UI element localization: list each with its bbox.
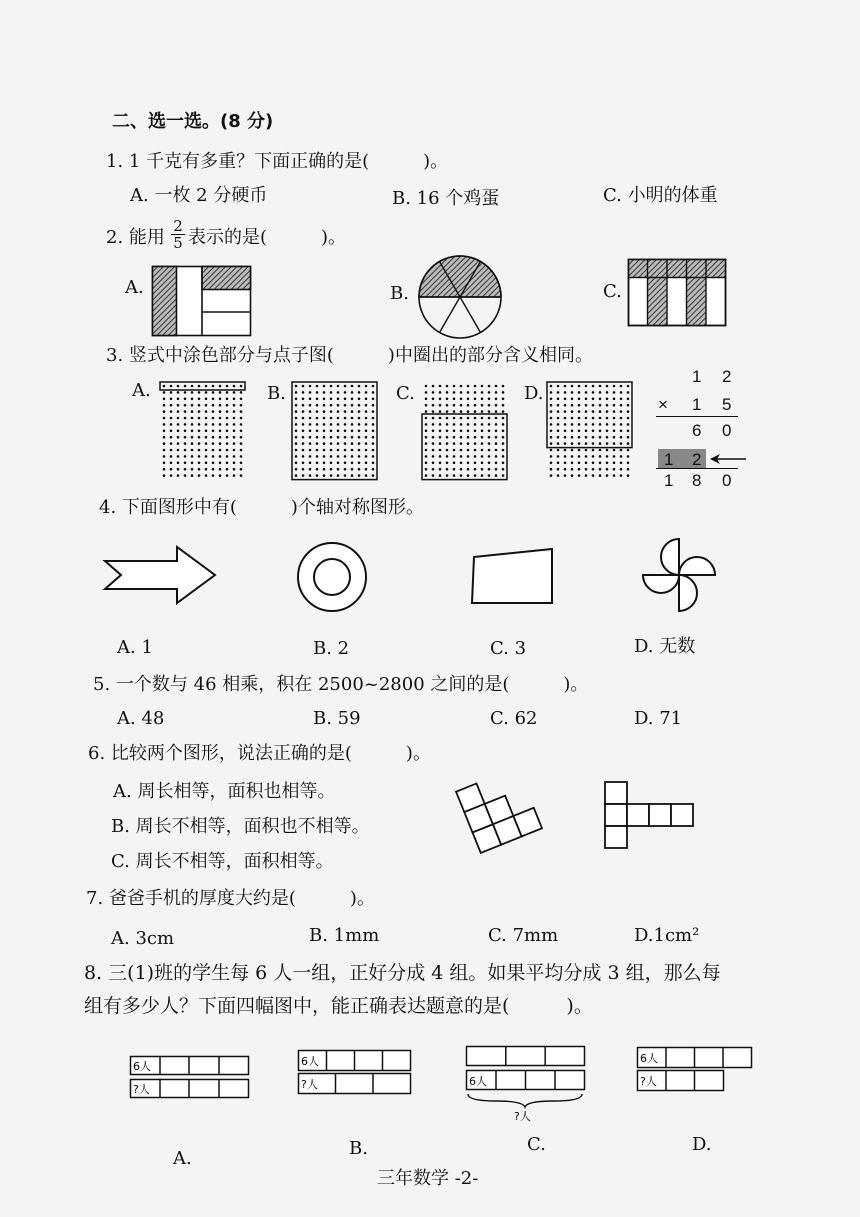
page-footer: 三年数学 -2- [377, 1168, 479, 1189]
q8-stem-line1: 8. 三(1)班的学生每 6 人一组，正好分成 4 组。如果平均分成 3 组，那么每 [84, 962, 721, 984]
q3-dot-grid-b [290, 376, 380, 480]
q5-stem: 5. 一个数与 46 相乘，积在 2500~2800 之间的是( )。 [93, 674, 589, 695]
q4-option-d[interactable]: D. 无数 [634, 636, 696, 657]
q1-option-b[interactable]: B. 16 个鸡蛋 [392, 188, 500, 209]
q8-diagram-a [130, 1056, 250, 1100]
q4-option-b[interactable]: B. 2 [313, 638, 350, 659]
mult-r3-d2: 0 [722, 421, 732, 440]
section-title: 二、选一选。(8 分) [112, 111, 274, 132]
q2-rect-figure-a [152, 266, 252, 338]
q8c-label-6: 6人 [469, 1075, 487, 1088]
mult-r1-d2: 2 [722, 367, 732, 386]
q8-option-a[interactable]: A. [173, 1148, 192, 1169]
q5-option-c[interactable]: C. 62 [490, 708, 538, 729]
q8-option-d[interactable]: D. [692, 1134, 712, 1155]
q8a-label-q: ?人 [133, 1083, 150, 1096]
mult-line-2 [656, 468, 738, 469]
q2-fraction-numerator: 2 [173, 217, 183, 235]
q4-stem: 4. 下面图形中有( )个轴对称图形。 [99, 497, 424, 518]
q3-vertical-multiplication [650, 364, 745, 489]
q8-stem-line2: 组有多少人？下面四幅图中，能正确表达题意的是( )。 [84, 995, 593, 1017]
q6-option-a[interactable]: A. 周长相等，面积也相等。 [113, 781, 336, 802]
q2-option-c[interactable]: C. [603, 281, 622, 302]
q1-option-c[interactable]: C. 小明的体重 [603, 185, 718, 206]
q2-fraction-denominator: 5 [171, 234, 185, 251]
q8-diagram-b [298, 1050, 414, 1096]
q3-dot-grid-c [420, 376, 510, 480]
q3-option-b[interactable]: B. [267, 383, 286, 404]
q2-fraction [171, 218, 185, 251]
q7-option-d[interactable]: D.1cm² [634, 925, 700, 946]
q7-option-c[interactable]: C. 7mm [488, 925, 559, 946]
q4-option-a[interactable]: A. 1 [117, 637, 153, 658]
mult-r5-d1: 1 [664, 471, 674, 490]
q8a-label-6: 6人 [133, 1060, 151, 1073]
q8-option-c[interactable]: C. [527, 1134, 546, 1155]
q7-stem: 7. 爸爸手机的厚度大约是( )。 [86, 888, 375, 909]
q3-dot-grid-d [545, 376, 635, 480]
q8-diagram-d [637, 1047, 755, 1093]
q7-option-a[interactable]: A. 3cm [111, 928, 175, 949]
q8-option-b[interactable]: B. [349, 1138, 368, 1159]
q8d-label-q: ?人 [640, 1075, 657, 1088]
q2-stem-pre: 2. 能用 [106, 227, 165, 248]
trapezoid-shape-figure [470, 547, 555, 605]
q3-option-c[interactable]: C. [396, 383, 415, 404]
q2-option-a[interactable]: A. [125, 277, 144, 298]
mult-r5-d2: 8 [692, 471, 702, 490]
arrow-left-icon [708, 452, 748, 466]
mult-line-1 [656, 416, 738, 417]
q5-option-d[interactable]: D. 71 [634, 708, 683, 729]
q6-stem: 6. 比较两个图形，说法正确的是( )。 [88, 743, 431, 764]
q5-option-b[interactable]: B. 59 [313, 708, 361, 729]
mult-r4-d1: 1 [664, 450, 674, 469]
q2-circle-figure-b [417, 254, 503, 340]
q3-option-d[interactable]: D. [524, 383, 544, 404]
q4-option-c[interactable]: C. 3 [490, 638, 527, 659]
q2-option-b[interactable]: B. [390, 283, 409, 304]
ring-shape-figure [296, 541, 368, 613]
mult-r4-d2: 2 [692, 450, 702, 469]
mult-r2-d2: 5 [722, 395, 732, 414]
q8-diagram-c [466, 1046, 588, 1122]
q8b-label-6: 6人 [301, 1055, 319, 1068]
mult-times-sign: × [658, 395, 668, 414]
mult-r2-d1: 1 [692, 395, 702, 414]
q5-option-a[interactable]: A. 48 [117, 708, 165, 729]
q1-option-a[interactable]: A. 一枚 2 分硬币 [130, 185, 268, 206]
q7-option-b[interactable]: B. 1mm [309, 925, 380, 946]
q3-stem: 3. 竖式中涂色部分与点子图( )中圈出的部分含义相同。 [106, 345, 593, 366]
q3-dot-grid-a [158, 376, 253, 480]
q2-bar-figure-c [628, 259, 728, 327]
q6-option-b[interactable]: B. 周长不相等，面积也不相等。 [111, 816, 370, 837]
arrow-shape-figure [103, 545, 218, 605]
q6-t-shape [603, 780, 698, 852]
q8d-label-6: 6人 [640, 1052, 658, 1065]
mult-r5-d3: 0 [722, 471, 732, 490]
q8c-label-q: ?人 [514, 1110, 531, 1123]
mult-r1-d1: 1 [692, 367, 702, 386]
q2-stem-post: 表示的是( )。 [188, 227, 347, 248]
mult-r3-d1: 6 [692, 421, 702, 440]
q6-staircase-shape [455, 772, 550, 852]
q1-stem: 1. 1 千克有多重？下面正确的是( )。 [106, 151, 449, 172]
q8b-label-q: ?人 [301, 1078, 318, 1091]
pinwheel-shape-figure [635, 535, 723, 615]
q6-option-c[interactable]: C. 周长不相等，面积相等。 [111, 851, 334, 872]
q3-option-a[interactable]: A. [132, 380, 151, 401]
